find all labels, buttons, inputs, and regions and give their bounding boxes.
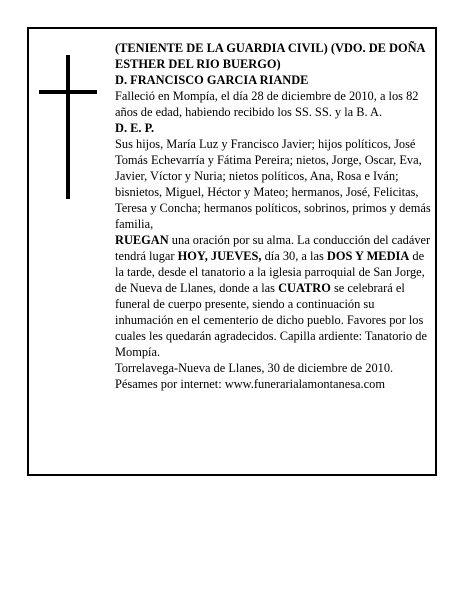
title-rank-text: (TENIENTE DE LA GUARDIA CIVIL) (VDO. DE DOÑA ESTHER DEL RIO BUERGO)	[115, 41, 425, 71]
notice-text	[115, 40, 431, 392]
dep-text: D. E. P.	[115, 121, 155, 135]
cuatro-emphasis: CUATRO	[278, 281, 331, 295]
cross-horizontal-bar	[39, 90, 97, 94]
hoy-jueves-emphasis: HOY, JUEVES,	[177, 249, 262, 263]
family-list: Sus hijos, María Luz y Francisco Javier; hijos políticos, José Tomás Echevarría y Fátima Pereira; nietos, Jorge, Oscar, Eva, Javier, Víctor y Nuria; nietos políticos, Ana, Rosa e Iván; bisnietos, Miguel, Héctor y Mateo; hermanos, José, Felicitas, Teresa y Concha; hermanos políticos, sobrinos, primos y demás familia,	[115, 137, 431, 231]
title-rank	[115, 40, 431, 72]
condolences-line: Pésames por internet: www.funerarialamontanesa.com	[115, 377, 385, 391]
mid-text: de la tarde, desde el tanatorio a la iglesia parroquial de San Jorge, de Nueva de Llanes, donde a las	[115, 249, 425, 295]
ruegan-emphasis: RUEGAN	[115, 233, 169, 247]
obituary-notice	[27, 27, 437, 476]
ceremony-details	[115, 232, 431, 360]
deceased-name	[115, 72, 431, 88]
ruegan-text: una oración por su alma. La conducción del cadáver tendrá lugar	[115, 233, 431, 263]
day-text: día 30, a las	[261, 249, 327, 263]
latin-cross-icon	[39, 55, 97, 199]
deceased-name-text: D. FRANCISCO GARCIA RIANDE	[115, 73, 309, 87]
dep-line	[115, 120, 431, 136]
dos-y-media-emphasis: DOS Y MEDIA	[326, 249, 410, 263]
end-text: se celebrará el funeral de cuerpo presente, siendo a continuación su inhumación en el cementerio de dicho pueblo. Favores por los cuales les quedarán agradecidos. Capilla ardiente: Tanatorio de Mompía.	[115, 281, 427, 359]
place-date: Torrelavega-Nueva de Llanes, 30 de diciembre de 2010.	[115, 361, 394, 375]
cross-vertical-bar	[66, 55, 70, 199]
death-info: Falleció en Mompía, el día 28 de diciembre de 2010, a los 82 años de edad, habiendo recibido los SS. SS. y la B. A.	[115, 89, 419, 119]
